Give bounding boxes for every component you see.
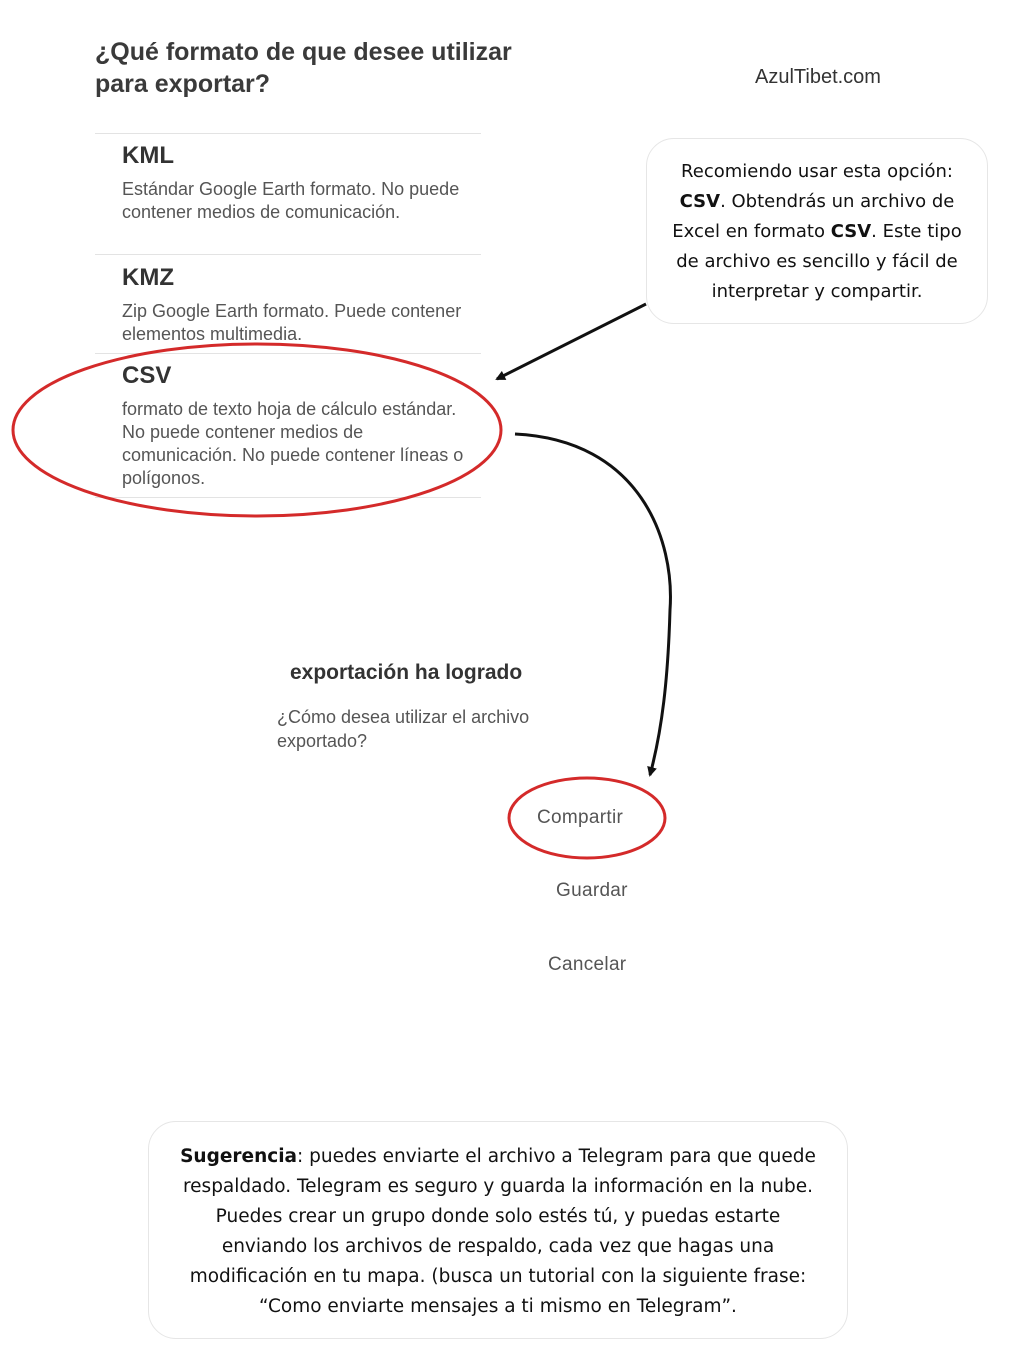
option-description: Zip Google Earth formato. Puede contener elementos multimedia. [122, 301, 462, 344]
callout-text: . Obtendrás un archivo de Excel en formato [672, 191, 955, 242]
divider [95, 254, 481, 255]
callout-text: Recomiendo usar esta opción: [681, 161, 953, 182]
tip-text: : puedes enviarte el archivo a Telegram para que quede respaldado. Telegram es seguro y guarda la información en la nube. Puedes crear un grupo donde solo estés tú, y puedas estarte enviando los archivos de respaldo, cada vez que hagas una modificación en tu mapa. (busca un tutorial con la siguiente frase: “Como enviarte mensajes a ti mismo en Telegram”. [182, 1146, 816, 1317]
callout-arrow [497, 304, 646, 379]
share-button[interactable]: Compartir [537, 807, 624, 828]
brand-watermark: AzulTibet.com [755, 66, 881, 88]
divider [95, 497, 481, 498]
callout-bold: CSV [679, 191, 721, 212]
divider [95, 133, 481, 134]
tip-label: Sugerencia [180, 1146, 298, 1167]
option-title: KMZ [122, 264, 174, 291]
option-title: CSV [122, 362, 172, 389]
cancel-button[interactable]: Cancelar [548, 954, 627, 975]
save-button[interactable]: Guardar [556, 880, 628, 901]
export-format-title: ¿Qué formato de que desee utilizar para exportar? [95, 38, 512, 98]
divider [95, 353, 481, 354]
option-description: Estándar Google Earth formato. No puede contener medios de comunicación. [122, 179, 460, 222]
export-success-title: exportación ha logrado [290, 661, 523, 684]
option-description: formato de texto hoja de cálculo estándar. No puede contener medios de comunicación. No puede contener líneas o polígonos. [122, 399, 464, 488]
export-success-question: ¿Cómo desea utilizar el archivo exportado? [277, 707, 530, 751]
callout-bold: CSV [830, 221, 872, 242]
tip-callout [148, 1121, 848, 1339]
option-title: KML [122, 142, 174, 169]
recommendation-callout [646, 138, 988, 324]
callout-text: . Este tipo de archivo es sencillo y fácil de interpretar y compartir. [676, 221, 962, 302]
